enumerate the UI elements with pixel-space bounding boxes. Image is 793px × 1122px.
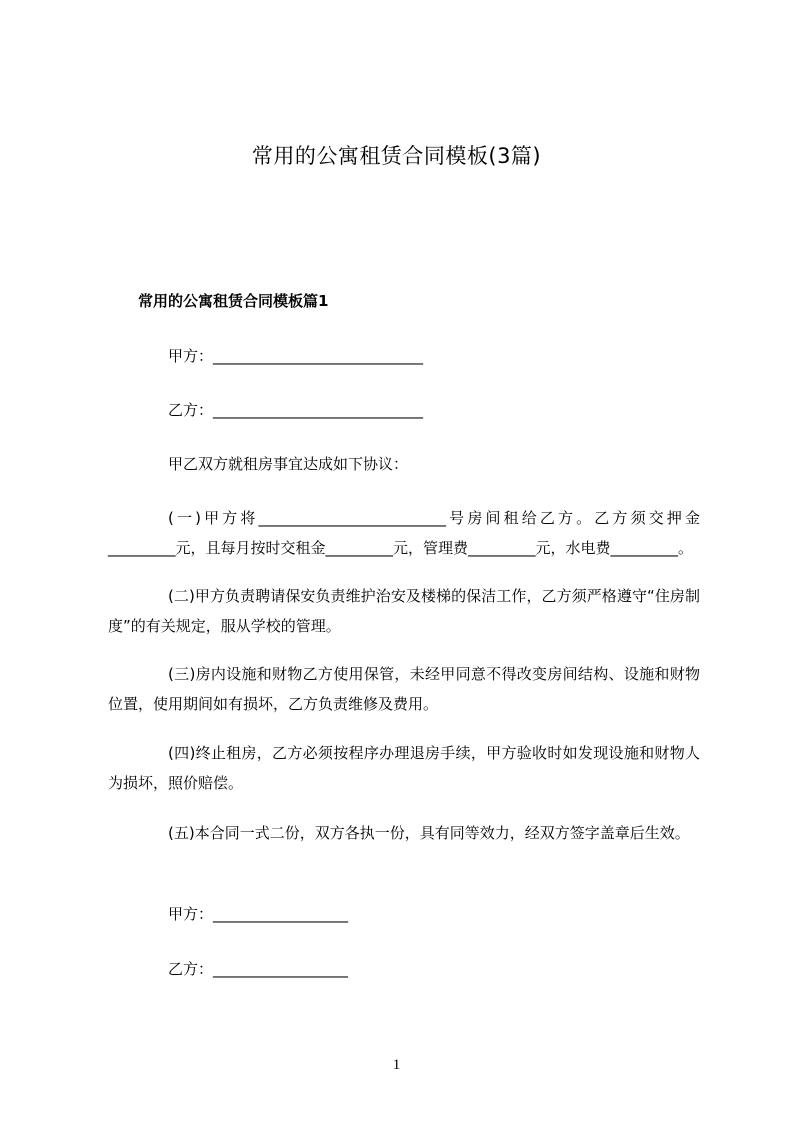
clause-3: (三)房内设施和财物乙方使用保管，未经甲同意不得改变房间结构、设施和财物位置，使用期间如有损坏，乙方负责维修及费用。: [108, 665, 700, 713]
section-heading: 常用的公寓租赁合同模板篇1: [138, 292, 329, 310]
party-b-signature-line-top: 乙方：____________________________: [168, 401, 424, 419]
party-a-signature-line-bottom: 甲方：__________________: [168, 905, 349, 923]
page-number: 1: [392, 1057, 401, 1073]
party-a-signature-line-top: 甲方：____________________________: [168, 347, 424, 365]
clause-1: (一)甲方将_________________________号房间租给乙方。乙方须交押金_________元，且每月按时交租金_________元，管理费_________元，水电费_________。: [108, 509, 700, 557]
party-b-signature-line-bottom: 乙方：__________________: [168, 960, 349, 978]
clause-2: (二)甲方负责聘请保安负责维护治安及楼梯的保洁工作，乙方须严格遵守“住房制度”的有关规定，服从学校的管理。: [108, 587, 700, 635]
agreement-intro: 甲乙双方就租房事宜达成如下协议：: [168, 455, 409, 473]
clause-5: (五)本合同一式二份，双方各执一份，具有同等效力，经双方签字盖章后生效。: [168, 824, 690, 842]
document-title: 常用的公寓租赁合同模板(3篇): [251, 144, 542, 168]
clause-4: (四)终止租房，乙方必须按程序办理退房手续，甲方验收时如发现设施和财物人为损坏，照价赔偿。: [108, 744, 700, 792]
